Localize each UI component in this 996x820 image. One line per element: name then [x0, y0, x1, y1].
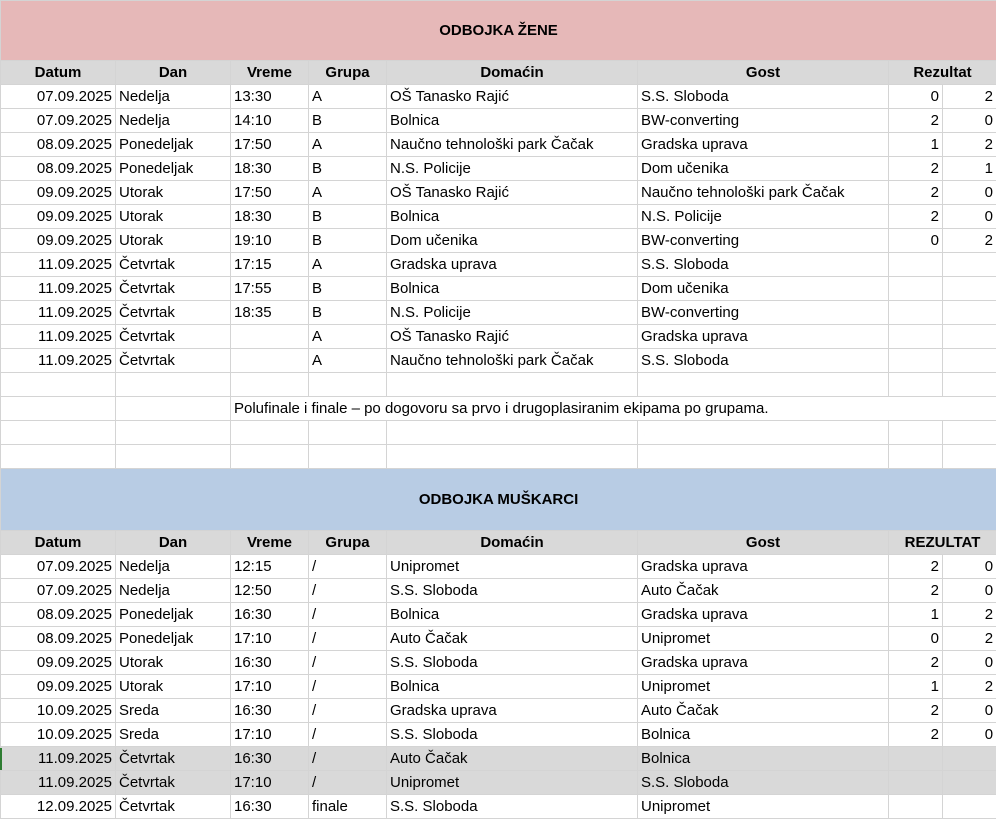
- score-home-cell[interactable]: 2: [889, 555, 943, 579]
- score-home-cell[interactable]: [889, 253, 943, 277]
- empty-cell[interactable]: [387, 445, 638, 469]
- dan-cell[interactable]: Nedelja: [116, 85, 231, 109]
- header-datum[interactable]: Datum: [1, 531, 116, 555]
- vreme-cell[interactable]: 16:30: [231, 699, 309, 723]
- domacin-cell[interactable]: N.S. Policije: [387, 301, 638, 325]
- gost-cell[interactable]: Auto Čačak: [638, 579, 889, 603]
- score-away-cell[interactable]: 0: [943, 699, 996, 723]
- dan-cell[interactable]: Nedelja: [116, 109, 231, 133]
- empty-cell[interactable]: [309, 445, 387, 469]
- datum-cell[interactable]: 07.09.2025: [1, 85, 116, 109]
- datum-cell[interactable]: 11.09.2025: [1, 349, 116, 373]
- dan-cell[interactable]: Četvrtak: [116, 795, 231, 819]
- header-grupa[interactable]: Grupa: [309, 61, 387, 85]
- header-dan[interactable]: Dan: [116, 61, 231, 85]
- table-row: [1, 699, 996, 723]
- datum-cell[interactable]: 12.09.2025: [1, 795, 116, 819]
- table-row: [1, 795, 996, 819]
- vreme-cell[interactable]: 18:30: [231, 205, 309, 229]
- domacin-cell[interactable]: Unipromet: [387, 771, 638, 795]
- score-home-cell[interactable]: [889, 349, 943, 373]
- header-grupa[interactable]: Grupa: [309, 531, 387, 555]
- datum-cell[interactable]: 10.09.2025: [1, 699, 116, 723]
- datum-cell[interactable]: 11.09.2025: [1, 771, 116, 795]
- gost-cell[interactable]: Gradska uprava: [638, 651, 889, 675]
- empty-cell[interactable]: [889, 373, 943, 397]
- score-home-cell[interactable]: 0: [889, 627, 943, 651]
- empty-cell[interactable]: [116, 445, 231, 469]
- grupa-cell[interactable]: B: [309, 229, 387, 253]
- gost-cell[interactable]: Gradska uprava: [638, 603, 889, 627]
- score-away-cell[interactable]: [943, 253, 996, 277]
- score-away-cell[interactable]: [943, 325, 996, 349]
- vreme-cell[interactable]: 16:30: [231, 603, 309, 627]
- gost-cell[interactable]: N.S. Policije: [638, 205, 889, 229]
- score-away-cell[interactable]: 0: [943, 555, 996, 579]
- score-home-cell[interactable]: [889, 747, 943, 771]
- dan-cell[interactable]: Ponedeljak: [116, 627, 231, 651]
- gost-cell[interactable]: Unipromet: [638, 675, 889, 699]
- score-home-cell[interactable]: 2: [889, 157, 943, 181]
- empty-cell[interactable]: [231, 421, 309, 445]
- empty-cell[interactable]: [387, 421, 638, 445]
- score-away-cell[interactable]: 0: [943, 579, 996, 603]
- header-gost[interactable]: Gost: [638, 61, 889, 85]
- grupa-cell[interactable]: A: [309, 181, 387, 205]
- table-row: [1, 277, 996, 301]
- vreme-cell[interactable]: 17:10: [231, 723, 309, 747]
- table-row: [1, 349, 996, 373]
- score-away-cell[interactable]: [943, 277, 996, 301]
- score-away-cell[interactable]: 2: [943, 133, 996, 157]
- row-selection-marker: [0, 748, 2, 770]
- domacin-cell[interactable]: S.S. Sloboda: [387, 579, 638, 603]
- domacin-cell[interactable]: Gradska uprava: [387, 253, 638, 277]
- grupa-cell[interactable]: A: [309, 133, 387, 157]
- domacin-cell[interactable]: S.S. Sloboda: [387, 723, 638, 747]
- datum-cell[interactable]: 09.09.2025: [1, 181, 116, 205]
- gost-cell[interactable]: Dom učenika: [638, 277, 889, 301]
- datum-cell[interactable]: 11.09.2025: [1, 747, 116, 771]
- empty-cell[interactable]: [943, 421, 996, 445]
- score-away-cell[interactable]: 0: [943, 181, 996, 205]
- vreme-cell[interactable]: 17:15: [231, 253, 309, 277]
- domacin-cell[interactable]: OŠ Tanasko Rajić: [387, 181, 638, 205]
- vreme-cell[interactable]: 17:10: [231, 771, 309, 795]
- datum-cell[interactable]: 07.09.2025: [1, 579, 116, 603]
- empty-cell[interactable]: [1, 373, 116, 397]
- header-datum[interactable]: Datum: [1, 61, 116, 85]
- grupa-cell[interactable]: /: [309, 699, 387, 723]
- dan-cell[interactable]: Utorak: [116, 229, 231, 253]
- score-home-cell[interactable]: 2: [889, 579, 943, 603]
- empty-cell[interactable]: [387, 373, 638, 397]
- dan-cell[interactable]: Ponedeljak: [116, 133, 231, 157]
- score-away-cell[interactable]: [943, 771, 996, 795]
- datum-cell[interactable]: 11.09.2025: [1, 253, 116, 277]
- gost-cell[interactable]: Gradska uprava: [638, 555, 889, 579]
- score-home-cell[interactable]: [889, 795, 943, 819]
- table-row: [1, 675, 996, 699]
- domacin-cell[interactable]: OŠ Tanasko Rajić: [387, 325, 638, 349]
- vreme-cell[interactable]: 12:15: [231, 555, 309, 579]
- grupa-cell[interactable]: B: [309, 157, 387, 181]
- dan-cell[interactable]: Sreda: [116, 699, 231, 723]
- vreme-cell[interactable]: 12:50: [231, 579, 309, 603]
- datum-cell[interactable]: 07.09.2025: [1, 555, 116, 579]
- empty-cell[interactable]: [116, 397, 231, 421]
- header-rezultat[interactable]: REZULTAT: [889, 531, 996, 555]
- men-title[interactable]: ODBOJKA MUŠKARCI: [1, 469, 996, 531]
- datum-cell[interactable]: 11.09.2025: [1, 301, 116, 325]
- men-header-row: [1, 531, 996, 555]
- gost-cell[interactable]: S.S. Sloboda: [638, 771, 889, 795]
- table-row: [1, 253, 996, 277]
- vreme-cell[interactable]: 14:10: [231, 109, 309, 133]
- gost-cell[interactable]: BW-converting: [638, 109, 889, 133]
- vreme-cell[interactable]: 18:30: [231, 157, 309, 181]
- dan-cell[interactable]: Ponedeljak: [116, 157, 231, 181]
- datum-cell[interactable]: 09.09.2025: [1, 205, 116, 229]
- dan-cell[interactable]: Nedelja: [116, 555, 231, 579]
- gost-cell[interactable]: BW-converting: [638, 229, 889, 253]
- domacin-cell[interactable]: S.S. Sloboda: [387, 795, 638, 819]
- dan-cell[interactable]: Utorak: [116, 181, 231, 205]
- score-away-cell[interactable]: [943, 301, 996, 325]
- gost-cell[interactable]: Gradska uprava: [638, 133, 889, 157]
- empty-cell[interactable]: [638, 445, 889, 469]
- domacin-cell[interactable]: Bolnica: [387, 277, 638, 301]
- table-row: [1, 301, 996, 325]
- domacin-cell[interactable]: Naučno tehnološki park Čačak: [387, 349, 638, 373]
- score-home-cell[interactable]: 2: [889, 181, 943, 205]
- vreme-cell[interactable]: [231, 325, 309, 349]
- score-home-cell[interactable]: 2: [889, 699, 943, 723]
- domacin-cell[interactable]: Unipromet: [387, 555, 638, 579]
- datum-cell[interactable]: 09.09.2025: [1, 675, 116, 699]
- vreme-cell[interactable]: 17:50: [231, 181, 309, 205]
- header-gost[interactable]: Gost: [638, 531, 889, 555]
- score-home-cell[interactable]: 2: [889, 723, 943, 747]
- gost-cell[interactable]: S.S. Sloboda: [638, 253, 889, 277]
- domacin-cell[interactable]: Auto Čačak: [387, 747, 638, 771]
- dan-cell[interactable]: Četvrtak: [116, 349, 231, 373]
- grupa-cell[interactable]: /: [309, 603, 387, 627]
- empty-cell[interactable]: [309, 373, 387, 397]
- note-text[interactable]: Polufinale i finale – po dogovoru sa prvo i drugoplasiranim ekipama po grupama.: [231, 397, 996, 421]
- empty-cell[interactable]: [116, 373, 231, 397]
- score-away-cell[interactable]: [943, 349, 996, 373]
- dan-cell[interactable]: Četvrtak: [116, 747, 231, 771]
- vreme-cell[interactable]: 17:50: [231, 133, 309, 157]
- vreme-cell[interactable]: 16:30: [231, 651, 309, 675]
- vreme-cell[interactable]: 17:55: [231, 277, 309, 301]
- gost-cell[interactable]: BW-converting: [638, 301, 889, 325]
- empty-row: [1, 421, 996, 445]
- score-away-cell[interactable]: 0: [943, 205, 996, 229]
- empty-row: [1, 445, 996, 469]
- empty-cell[interactable]: [1, 397, 116, 421]
- grupa-cell[interactable]: B: [309, 277, 387, 301]
- grupa-cell[interactable]: /: [309, 723, 387, 747]
- score-away-cell[interactable]: 1: [943, 157, 996, 181]
- datum-cell[interactable]: 11.09.2025: [1, 325, 116, 349]
- table-row: [1, 157, 996, 181]
- score-away-cell[interactable]: 0: [943, 723, 996, 747]
- datum-cell[interactable]: 09.09.2025: [1, 229, 116, 253]
- score-home-cell[interactable]: 2: [889, 651, 943, 675]
- empty-cell[interactable]: [309, 421, 387, 445]
- header-vreme[interactable]: Vreme: [231, 61, 309, 85]
- note-row: [1, 397, 996, 421]
- table-row: [1, 555, 996, 579]
- dan-cell[interactable]: Četvrtak: [116, 771, 231, 795]
- score-away-cell[interactable]: 2: [943, 675, 996, 699]
- dan-cell[interactable]: Četvrtak: [116, 253, 231, 277]
- empty-cell[interactable]: [943, 445, 996, 469]
- domacin-cell[interactable]: Auto Čačak: [387, 627, 638, 651]
- dan-cell[interactable]: Utorak: [116, 651, 231, 675]
- grupa-cell[interactable]: /: [309, 675, 387, 699]
- gost-cell[interactable]: Auto Čačak: [638, 699, 889, 723]
- datum-cell[interactable]: 10.09.2025: [1, 723, 116, 747]
- empty-cell[interactable]: [889, 445, 943, 469]
- score-home-cell[interactable]: 1: [889, 133, 943, 157]
- grupa-cell[interactable]: /: [309, 771, 387, 795]
- score-home-cell[interactable]: [889, 771, 943, 795]
- table-row: [1, 181, 996, 205]
- domacin-cell[interactable]: Gradska uprava: [387, 699, 638, 723]
- dan-cell[interactable]: Utorak: [116, 205, 231, 229]
- table-row: [1, 579, 996, 603]
- grupa-cell[interactable]: A: [309, 85, 387, 109]
- domacin-cell[interactable]: S.S. Sloboda: [387, 651, 638, 675]
- domacin-cell[interactable]: Bolnica: [387, 109, 638, 133]
- men-table: [0, 468, 996, 819]
- datum-cell[interactable]: 11.09.2025: [1, 277, 116, 301]
- score-home-cell[interactable]: 2: [889, 109, 943, 133]
- table-row: [1, 229, 996, 253]
- score-home-cell[interactable]: 0: [889, 85, 943, 109]
- domacin-cell[interactable]: Naučno tehnološki park Čačak: [387, 133, 638, 157]
- table-row: [1, 627, 996, 651]
- domacin-cell[interactable]: N.S. Policije: [387, 157, 638, 181]
- grupa-cell[interactable]: B: [309, 109, 387, 133]
- gost-cell[interactable]: Dom učenika: [638, 157, 889, 181]
- header-dan[interactable]: Dan: [116, 531, 231, 555]
- grupa-cell[interactable]: A: [309, 349, 387, 373]
- gost-cell[interactable]: Gradska uprava: [638, 325, 889, 349]
- grupa-cell[interactable]: /: [309, 579, 387, 603]
- gost-cell[interactable]: S.S. Sloboda: [638, 349, 889, 373]
- empty-cell[interactable]: [638, 373, 889, 397]
- empty-cell[interactable]: [1, 421, 116, 445]
- score-home-cell[interactable]: 1: [889, 675, 943, 699]
- domacin-cell[interactable]: OŠ Tanasko Rajić: [387, 85, 638, 109]
- dan-cell[interactable]: Nedelja: [116, 579, 231, 603]
- table-row: [1, 723, 996, 747]
- dan-cell[interactable]: Četvrtak: [116, 325, 231, 349]
- score-away-cell[interactable]: 0: [943, 109, 996, 133]
- vreme-cell[interactable]: 17:10: [231, 627, 309, 651]
- grupa-cell[interactable]: A: [309, 325, 387, 349]
- gost-cell[interactable]: Naučno tehnološki park Čačak: [638, 181, 889, 205]
- grupa-cell[interactable]: B: [309, 205, 387, 229]
- score-home-cell[interactable]: [889, 301, 943, 325]
- vreme-cell[interactable]: 17:10: [231, 675, 309, 699]
- score-away-cell[interactable]: 2: [943, 229, 996, 253]
- score-home-cell[interactable]: 0: [889, 229, 943, 253]
- score-home-cell[interactable]: 2: [889, 205, 943, 229]
- gost-cell[interactable]: Unipromet: [638, 795, 889, 819]
- dan-cell[interactable]: Četvrtak: [116, 301, 231, 325]
- grupa-cell[interactable]: /: [309, 627, 387, 651]
- dan-cell[interactable]: Četvrtak: [116, 277, 231, 301]
- empty-cell[interactable]: [231, 445, 309, 469]
- empty-row: [1, 373, 996, 397]
- empty-cell[interactable]: [1, 445, 116, 469]
- datum-cell[interactable]: 08.09.2025: [1, 133, 116, 157]
- dan-cell[interactable]: Sreda: [116, 723, 231, 747]
- gost-cell[interactable]: Unipromet: [638, 627, 889, 651]
- gost-cell[interactable]: S.S. Sloboda: [638, 85, 889, 109]
- header-rezultat[interactable]: Rezultat: [889, 61, 996, 85]
- score-home-cell[interactable]: [889, 277, 943, 301]
- empty-cell[interactable]: [638, 421, 889, 445]
- women-title[interactable]: ODBOJKA ŽENE: [1, 1, 996, 61]
- header-domacin[interactable]: Domaćin: [387, 61, 638, 85]
- vreme-cell[interactable]: 18:35: [231, 301, 309, 325]
- dan-cell[interactable]: Ponedeljak: [116, 603, 231, 627]
- gost-cell[interactable]: Bolnica: [638, 723, 889, 747]
- vreme-cell[interactable]: 16:30: [231, 795, 309, 819]
- score-away-cell[interactable]: 0: [943, 651, 996, 675]
- score-away-cell[interactable]: [943, 795, 996, 819]
- domacin-cell[interactable]: Bolnica: [387, 603, 638, 627]
- vreme-cell[interactable]: 19:10: [231, 229, 309, 253]
- empty-cell[interactable]: [116, 421, 231, 445]
- table-row: [1, 109, 996, 133]
- score-away-cell[interactable]: 2: [943, 603, 996, 627]
- header-domacin[interactable]: Domaćin: [387, 531, 638, 555]
- vreme-cell[interactable]: 16:30: [231, 747, 309, 771]
- score-home-cell[interactable]: 1: [889, 603, 943, 627]
- datum-cell[interactable]: 07.09.2025: [1, 109, 116, 133]
- score-away-cell[interactable]: [943, 747, 996, 771]
- table-row: [1, 325, 996, 349]
- vreme-cell[interactable]: [231, 349, 309, 373]
- table-row: [1, 85, 996, 109]
- table-row: [1, 771, 996, 795]
- women-header-row: [1, 61, 996, 85]
- grupa-cell[interactable]: finale: [309, 795, 387, 819]
- grupa-cell[interactable]: /: [309, 651, 387, 675]
- score-away-cell[interactable]: 2: [943, 85, 996, 109]
- table-row: [1, 651, 996, 675]
- empty-cell[interactable]: [943, 373, 996, 397]
- grupa-cell[interactable]: /: [309, 747, 387, 771]
- datum-cell[interactable]: 08.09.2025: [1, 157, 116, 181]
- table-row: [1, 133, 996, 157]
- grupa-cell[interactable]: B: [309, 301, 387, 325]
- table-row: [1, 205, 996, 229]
- datum-cell[interactable]: 09.09.2025: [1, 651, 116, 675]
- domacin-cell[interactable]: Bolnica: [387, 205, 638, 229]
- table-row: [1, 603, 996, 627]
- gost-cell[interactable]: Bolnica: [638, 747, 889, 771]
- score-away-cell[interactable]: 2: [943, 627, 996, 651]
- score-home-cell[interactable]: [889, 325, 943, 349]
- domacin-cell[interactable]: Bolnica: [387, 675, 638, 699]
- table-row: [1, 747, 996, 771]
- empty-cell[interactable]: [231, 373, 309, 397]
- grupa-cell[interactable]: /: [309, 555, 387, 579]
- datum-cell[interactable]: 08.09.2025: [1, 603, 116, 627]
- vreme-cell[interactable]: 13:30: [231, 85, 309, 109]
- header-vreme[interactable]: Vreme: [231, 531, 309, 555]
- domacin-cell[interactable]: Dom učenika: [387, 229, 638, 253]
- datum-cell[interactable]: 08.09.2025: [1, 627, 116, 651]
- empty-cell[interactable]: [889, 421, 943, 445]
- grupa-cell[interactable]: A: [309, 253, 387, 277]
- dan-cell[interactable]: Utorak: [116, 675, 231, 699]
